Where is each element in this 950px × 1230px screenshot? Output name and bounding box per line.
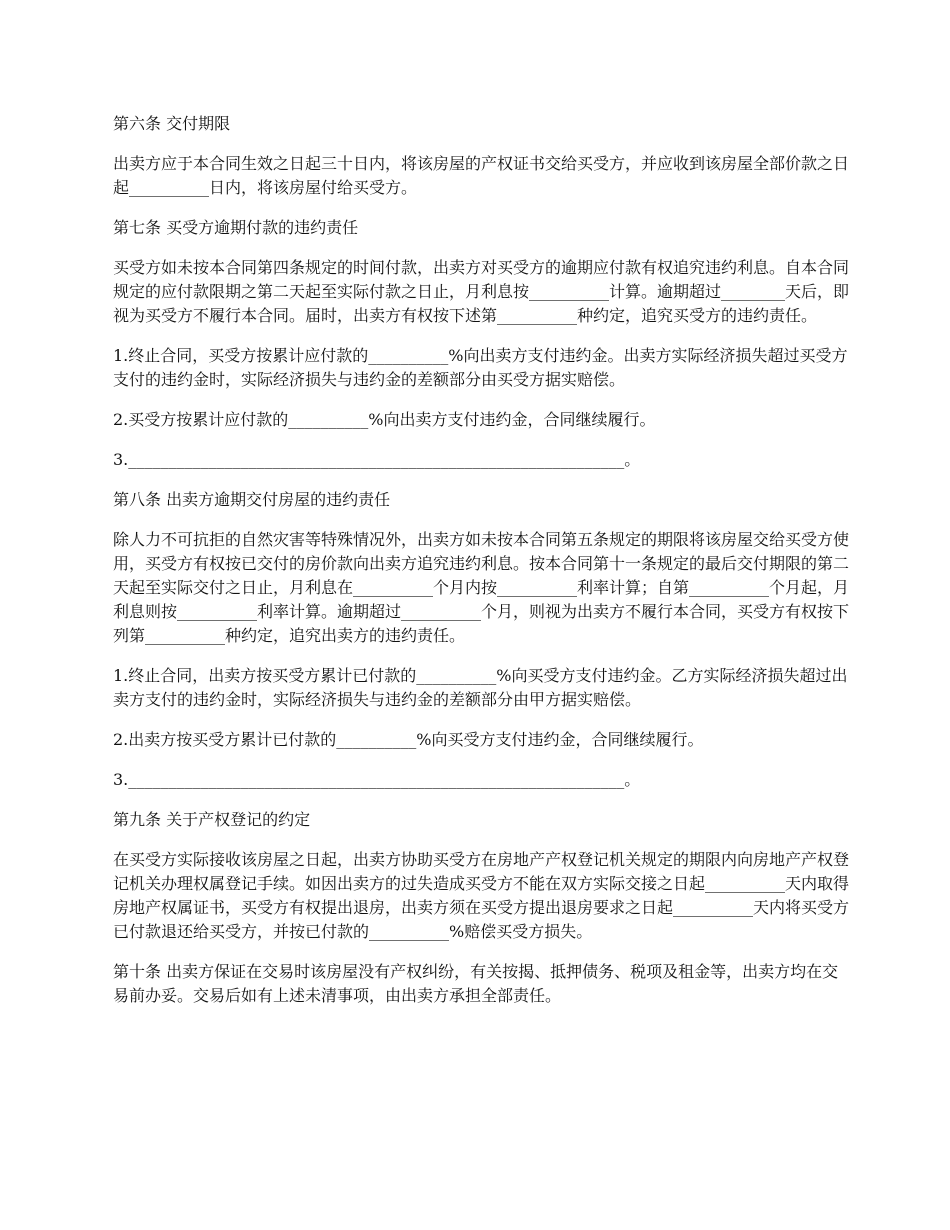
article-8-heading: 第八条 出卖方逾期交付房屋的违约责任	[113, 490, 391, 509]
article-8-clause-3: 3.______________________________________________________________。	[113, 770, 641, 789]
article-7-heading: 第七条 买受方逾期付款的违约责任	[113, 218, 359, 237]
article-7-clause-3: 3.______________________________________________________________。	[113, 450, 641, 469]
article-8-clause-1: 1.终止合同，出卖方按买受方累计已付款的__________%向买受方支付违约金。乙方实际经济损失超过出卖方支付的违约金时，实际经济损失与违约金的差额部分由甲方据实赔偿。	[113, 666, 848, 709]
article-8-clause-2: 2.出卖方按买受方累计已付款的__________%向买受方支付违约金，合同继续履行。	[113, 730, 704, 749]
article-8-body: 除人力不可抗拒的自然灾害等特殊情况外，出卖方如未按本合同第五条规定的期限将该房屋交给买受方使用，买受方有权按已交付的房价款向出卖方追究违约利息。按本合同第十一条规定的最后交付期限的第二天起至实际交付之日止，月利息在__________个月内按__________利率计算；自第__________个月起，月利息则按__________利率计算。逾期超过__________个月，则视为出卖方不履行本合同，买受方有权按下列第__________种约定，追究出卖方的违约责任。	[113, 530, 850, 645]
article-10-body: 第十条 出卖方保证在交易时该房屋没有产权纠纷，有关按揭、抵押债务、税项及租金等，出卖方均在交易前办妥。交易后如有上述未清事项，由出卖方承担全部责任。	[113, 962, 839, 1005]
article-7-clause-1: 1.终止合同，买受方按累计应付款的__________%向出卖方支付违约金。出卖方实际经济损失超过买受方支付的违约金时，实际经济损失与违约金的差额部分由买受方据实赔偿。	[113, 346, 848, 389]
article-7-body: 买受方如未按本合同第四条规定的时间付款，出卖方对买受方的逾期应付款有权追究违约利息。自本合同规定的应付款限期之第二天起至实际付款之日止，月利息按__________计算。逾期超过________天后，即视为买受方不履行本合同。届时，出卖方有权按下述第__________种约定，追究买受方的违约责任。	[113, 258, 850, 325]
article-7-clause-2: 2.买受方按累计应付款的__________%向出卖方支付违约金，合同继续履行。	[113, 410, 656, 429]
article-9-body: 在买受方实际接收该房屋之日起，出卖方协助买受方在房地产产权登记机关规定的期限内向房地产产权登记机关办理权属登记手续。如因出卖方的过失造成买受方不能在双方实际交接之日起__________天内取得房地产权属证书，买受方有权提出退房，出卖方须在买受方提出退房要求之日起__________天内将买受方已付款退还给买受方，并按已付款的__________%赔偿买受方损失。	[113, 850, 850, 941]
document-page	[113, 112, 850, 1024]
article-6-body: 出卖方应于本合同生效之日起三十日内，将该房屋的产权证书交给买受方，并应收到该房屋全部价款之日起__________日内，将该房屋付给买受方。	[113, 154, 850, 197]
article-9-heading: 第九条 关于产权登记的约定	[113, 810, 311, 829]
article-6-heading: 第六条 交付期限	[113, 114, 231, 133]
